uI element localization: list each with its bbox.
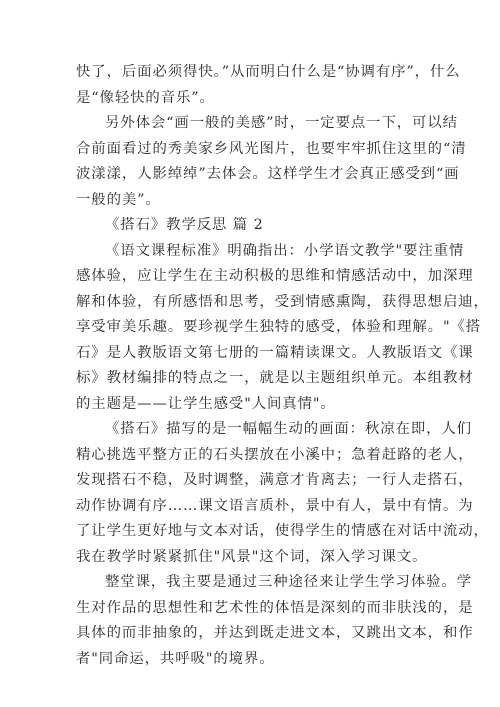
text-line: 标》教材编排的特点之一，就是以主题组织单元。本组教材 [76,370,474,386]
text-line: 享受审美乐趣。要珍视学生独特的感受，体验和理解。"《搭 [76,319,482,335]
text-line: 石》是人教版语文第七册的一篇精读课文。人教版语文《课 [76,344,474,361]
text-line: 感体验，应让学生在主动积极的思维和情感活动中，加深理 [76,268,474,284]
text-line: 是“像轻快的音乐”。 [76,89,215,106]
text-line: 解和体验，有所感悟和思考，受到情感熏陶，获得思想启迪， [76,293,489,310]
paragraph [76,417,489,570]
heading-text: 《搭石》教学反思 篇 2 [105,217,264,233]
text-line: 《语文课程标准》明确指出：小学语文教学"要注重情 [105,242,465,259]
text-line: 另外体会“画一般的美感”时，一定要点一下，可以结 [105,115,458,131]
text-line: 者"同命运，共呼吸"的境界。 [76,650,275,667]
document-body [76,60,489,672]
text-line: 我在教学时紧紧抓住"风景"这个词，深入学习课文。 [76,548,428,565]
text-line: 合前面看过的秀美家乡风光图片，也要牢牢抓住这里的“清 [76,140,467,157]
text-line: 了让学生更好地与文本对话，使得学生的情感在对话中流动， [76,523,489,539]
text-line: 生对作品的思想性和艺术性的体悟是深刻的而非肤浅的，是 [76,599,474,616]
text-line: 整堂课，我主要是通过三种途径来让学生学习体验。学 [105,574,472,590]
text-line: 快了，后面必须得快。”从而明白什么是“协调有序”，什么 [76,64,461,80]
section-heading [76,213,428,239]
text-line: 一般的美”。 [76,191,161,208]
text-line: 的主题是——让学生感受"人间真情"。 [76,395,336,412]
paragraph [76,111,467,213]
paragraph [76,570,474,672]
text-line: 精心挑选平整方正的石头摆放在小溪中；急着赶路的老人， [76,446,474,463]
text-line: 动作协调有序……课文语言质朴，景中有人，景中有情。为 [76,497,474,514]
text-line: 《搭石》描写的是一幅幅生动的画面：秋凉在即，人们 [105,421,472,437]
text-line: 波漾漾，人影绰绰”去体会。这样学生才会真正感受到“画 [76,166,460,182]
paragraph [76,239,489,418]
paragraph [76,60,461,111]
text-line: 发现搭石不稳，及时调整，满意才肯离去；一行人走搭石， [76,472,474,488]
text-line: 具体的而非抽象的，并达到既走进文本，又跳出文本，和作 [76,625,474,641]
